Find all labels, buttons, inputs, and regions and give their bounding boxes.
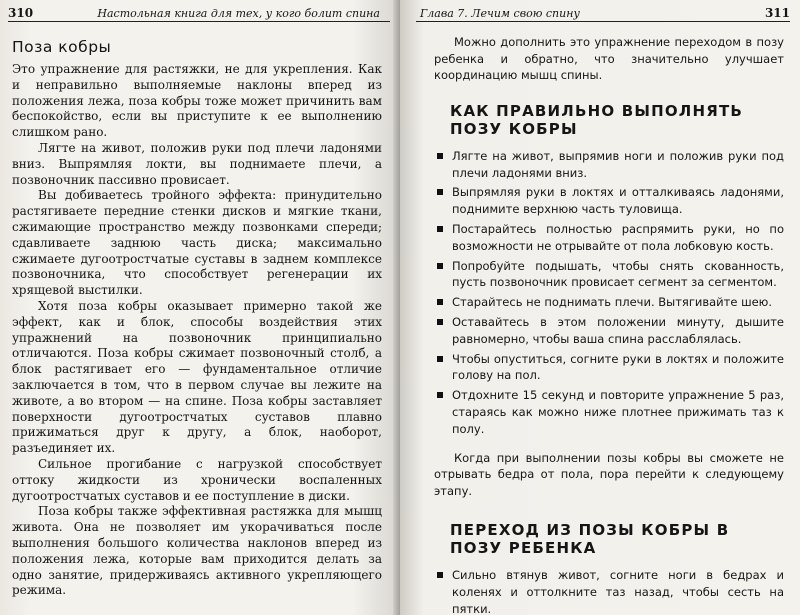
right-running-header: [416, 6, 790, 22]
list-item: Оставайтесь в этом положении минуту, дышите равномерно, чтобы ваша спина расслаблялась.: [434, 314, 784, 348]
list-item: Попробуйте подышать, чтобы снять скованность, пусть позвоночник провисает сегмент за сегментом.: [434, 258, 784, 292]
right-page-body: [434, 34, 784, 615]
right-running-title: Глава 7. Лечим свою спину: [420, 7, 580, 20]
section-title: Поза кобры: [12, 38, 112, 56]
left-running-title: Настольная книга для тех, у кого болит спина: [97, 7, 380, 20]
list-item: Старайтесь не поднимать плечи. Вытягивайте шею.: [434, 294, 784, 311]
right-page: [400, 0, 800, 615]
paragraph: Это упражнение для растяжки, не для укрепления. Как и неправильно выполняемые наклоны вперед из положения лежа, поза кобры тоже может причинить вам беспокойство, если вы приступите к ее выполнению слишком рано.: [12, 62, 382, 140]
paragraph: Вы добиваетесь тройного эффекта: принудительно растягиваете передние стенки дисков и мягкие ткани, сжимающие пространство между позвонками спереди; сдавливаете заднюю часть диска; максимально сжимаете дугоотростчатые суставы в заднем комплексе позвоночника, что способствует регенерации их хрящевой выстилки.: [12, 188, 382, 298]
paragraph: Лягте на живот, положив руки под плечи ладонями вниз. Выпрямляя локти, вы поднимаете плечи, а позвоночник пассивно провисает.: [12, 140, 382, 187]
instructions-list: [434, 148, 784, 438]
list-item: Чтобы опуститься, согните руки в локтях и положите голову на пол.: [434, 351, 784, 385]
list-item: Лягте на живот, выпрямив ноги и положив руки под плечи ладонями вниз.: [434, 148, 784, 182]
after-list-paragraph: Когда при выполнении позы кобры вы сможете не отрывать бедра от пола, пора перейти к следующему этапу.: [434, 450, 784, 498]
intro-paragraph: Можно дополнить это упражнение переходом в позу ребенка и обратно, что значительно улучшает координацию мышц спины.: [434, 35, 784, 83]
transition-list: [434, 567, 784, 615]
list-item: Сильно втянув живот, согните ноги в бедрах и коленях и оттолкните таз назад, чтобы сесть на пятки.: [434, 567, 784, 615]
list-item: Выпрямляя руки в локтях и отталкиваясь ладонями, поднимите верхнюю часть туловища.: [434, 184, 784, 218]
transition-heading: ПЕРЕХОД ИЗ ПОЗЫ КОБРЫ В ПОЗУ РЕБЕНКА: [450, 521, 730, 558]
list-item: Отдохните 15 секунд и повторите упражнение 5 раз, стараясь как можно ниже плотнее прижимать таз к полу.: [434, 387, 784, 437]
list-item: Постарайтесь полностью распрямить руки, но по возможности не отрывайте от пола лобковую кость.: [434, 221, 784, 255]
left-page-number: 310: [8, 6, 34, 20]
left-page-body: [12, 38, 382, 599]
instructions-heading: КАК ПРАВИЛЬНО ВЫПОЛНЯТЬ ПОЗУ КОБРЫ: [450, 101, 744, 138]
paragraph: Хотя поза кобры оказывает примерно такой же эффект, как и блок, способы воздействия этих упражнений на позвоночник принципиально отличаются. Поза кобры сжимает позвоночный столб, а блок растягивает его — фундаментальное отличие заключается в том, что в первом случае вы лежите на животе, а во втором — на спине. Поза кобры заставляет поверхности дугоотростчатых суставов плавно прижиматься друг к другу, а блок, наоборот, разъединяет их.: [12, 298, 382, 456]
paragraph: Сильное прогибание с нагрузкой способствует оттоку жидкости из хронически воспаленных дугоотростчатых суставов и ее поступление в диски.: [12, 456, 382, 503]
left-running-header: [8, 6, 390, 22]
paragraph: Поза кобры также эффективная растяжка для мышц живота. Она не позволяет им укорачиваться после выполнения большого количества наклонов вперед из положения лежа, которые вам приходится делать за одно занятие, придерживаясь активного укрепляющего режима.: [12, 504, 382, 598]
right-page-number: 311: [764, 6, 790, 20]
